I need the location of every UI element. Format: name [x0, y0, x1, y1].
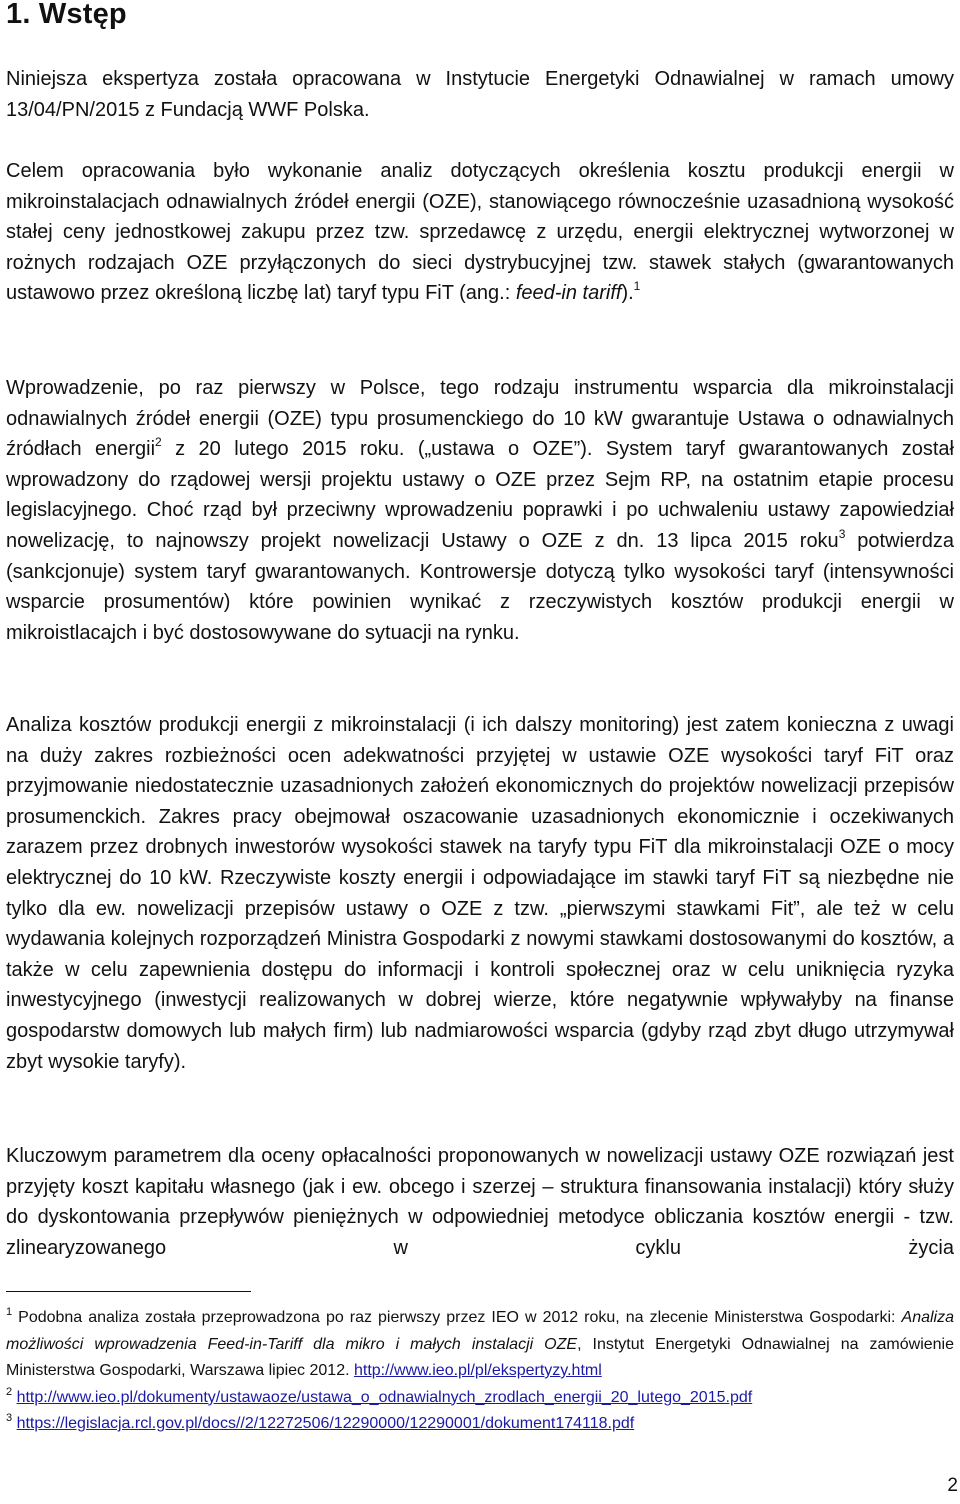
page-number: 2	[947, 1475, 958, 1496]
footnotes	[6, 1305, 954, 1438]
footnote-link[interactable]: http://www.ieo.pl/dokumenty/ustawaoze/ustawa_o_odnawialnych_zrodlach_energii_20_lutego_2015.pdf	[16, 1388, 753, 1406]
paragraph-purpose	[6, 156, 954, 309]
footnote-text: , Instytut Energetyki Odnawialnej na zamówienie Ministerstwa Gospodarki, Warszawa lipiec 2012.	[6, 1335, 954, 1379]
footnote-number: 1	[6, 1306, 13, 1318]
footnote-text: Podobna analiza została przeprowadzona po raz pierwszy przez IEO w 2012 roku, na zlecenie Ministerstwa Gospodarki:	[12, 1309, 902, 1326]
footnote-3	[6, 1411, 954, 1438]
paragraph-text: z 20 lutego 2015 roku. („ustawa o OZE”). System taryf gwarantowanych został wprowadzony do rządowej wersji projektu ustawy o OZE przez Sejm RP, na ostatnim etapie procesu legislacyjnego. Choć rząd był przeciwny wprowadzeniu poprawki i po uchwaleniu ustawy zapowiedział nowelizację, to najnowszy projekt nowelizacji Ustawy o OZE z dn. 13 lipca 2015 roku	[6, 438, 954, 552]
feed-in-tariff-term: feed-in tariff	[515, 282, 622, 305]
paragraph-text: potwierdza (sankcjonuje) system taryf gwarantowanych. Kontrowersje dotyczą tylko wysokości taryf (intensywności wsparcie prosumentów) które powinien wynikać z rzeczywistych kosztów produkcji energii w mikroistlacajch i być dostosowywane do sytuacji na rynku.	[6, 529, 954, 644]
footnote-number: 2	[6, 1385, 13, 1398]
footnote-1	[6, 1305, 954, 1385]
footnote-number: 3	[6, 1412, 13, 1424]
paragraph-text: Wprowadzenie, po raz pierwszy w Polsce, tego rodzaju instrumentu wsparcia dla mikroinstalacji odnawialnych źródeł energii (OZE) typu prosumenckiego do 10 kW gwarantuje Ustawa o odnawialnych źródłach energii	[6, 377, 954, 461]
paragraph-purpose-text: Celem opracowania było wykonanie analiz dotyczących określenia kosztu produkcji energii w mikroinstalacjach odnawialnych źródeł energii (OZE), stanowiącego równocześnie uzasadnioną wysokość stałej ceny jednostkowej zakupu przez tzw. sprzedawcę z urzędu, energii elektrycznej wytworzonej w rożnych rodzajach OZE przyłączonych do sieci dystrybucyjnej tzw. stawek stałych (gwarantowanych ustawowo przez określoną liczbę lat) taryf typu FiT (ang.:	[6, 160, 954, 305]
paragraph-introduction-of-fit	[6, 373, 954, 648]
footnote-report-title: Analiza możliwości wprowadzenia Feed-in-Tariff dla mikro i małych instalacji OZE	[6, 1309, 954, 1353]
footnote-link[interactable]: http://www.ieo.pl/pl/ekspertyzy.html	[353, 1362, 602, 1379]
footnote-divider	[6, 1291, 251, 1292]
footnote-ref-1[interactable]: 1	[633, 279, 641, 294]
paragraph-intro: Niniejsza ekspertyza została opracowana w Instytucie Energetyki Odnawialnej w ramach umowy 13/04/PN/2015 z Fundacją WWF Polska.	[6, 68, 954, 121]
paragraph-cost-analysis: Analiza kosztów produkcji energii z mikroinstalacji (i ich dalszy monitoring) jest zatem konieczna z uwagi na duży zakres rozbieżności ocen adekwatności przyjętej w ustawie OZE wysokości taryf FiT oraz przyjmowanie niedostatecznie uzasadnionych założeń ekonomicznych do projektów nowelizacji przepisów prosumenckich. Zakres pracy obejmował oszacowanie uzasadnionych ekonomicznie i oczekiwanych zarazem przez drobnych inwestorów wysokości stawek na taryfy typu FiT dla mikroinstalacji OZE o mocy elektrycznej do 10 kW. Rzeczywiste koszty energii i odpowiadające im stawki taryf FiT są niezbędne nie tylko dla ew. nowelizacji przepisów ustawy o OZE z tzw. „pierwszymi stawkami Fit”, ale też w celu wydawania kolejnych rozporządzeń Ministra Gospodarki z nowymi stawkami dostosowanymi do kosztów, a także w celu zapewnienia dostępu do informacji i kontroli społecznej oraz w celu uniknięcia ryzyka inwestycyjnego (inwestycji realizowanych w dobrej wierze, które negatywnie wpływałyby na finanse gospodarstw domowych lub małych firm) lub nadmiarowości wsparcia (gdyby rząd zbyt długo utrzymywał zbyt wysokie taryfy).	[6, 714, 954, 1073]
footnote-link[interactable]: https://legislacja.rcl.gov.pl/docs//2/12272506/12290000/12290001/dokument174118.pdf	[16, 1415, 635, 1432]
paragraph-purpose-end: ).	[621, 282, 634, 305]
paragraph-key-parameter: Kluczowym parametrem dla oceny opłacalności proponowanych w nowelizacji ustawy OZE rozwiązań jest przyjęty koszt kapitału własnego (jak i ew. obcego i szerzej – struktura finansowania instalacji) który służy do dyskontowania przepływów pieniężnych w odpowiedniej metodyce obliczania kosztów energii - tzw. zlinearyzowanego w cyklu życia	[6, 1145, 954, 1259]
footnote-ref-3[interactable]: 3	[838, 526, 846, 541]
section-heading: 1. Wstęp	[6, 0, 127, 30]
footnote-ref-2[interactable]: 2	[155, 435, 162, 450]
footnote-2	[6, 1385, 954, 1412]
